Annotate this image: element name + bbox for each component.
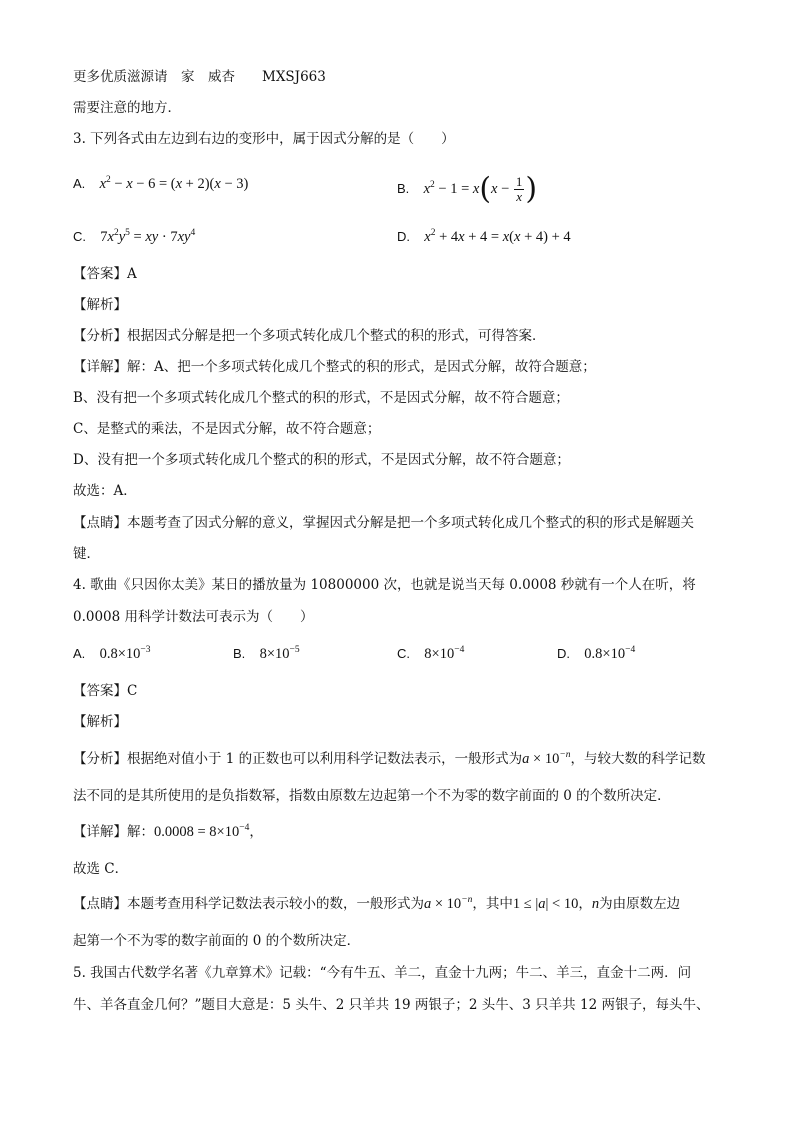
option-label: D. — [397, 229, 410, 244]
q4-stem-2: 0.0008 用科学计数法可表示为（ ） — [73, 609, 314, 625]
text: ，与较大数的科学记数 — [570, 751, 706, 767]
q3-answer: 【答案】A — [73, 266, 137, 282]
formula: $x^2 + 4x + 4 = x(x + 4) + 4$ — [424, 228, 571, 245]
q3-option-a — [73, 175, 248, 193]
formula: $8\times 10^{-5}$ — [259, 645, 300, 662]
formula: $8\times 10^{-4}$ — [424, 645, 465, 662]
option-label: C. — [397, 646, 410, 661]
formula: $a \times 10^{-n}$ — [424, 895, 473, 912]
formula: $0.0008 = 8\times 10^{-4}$ — [154, 823, 250, 840]
q3-d-explain: D、没有把一个多项式转化成几个整式的积的形式，不是因式分解，故不符合题意； — [73, 452, 570, 468]
formula: $x^2 - 1 = x(x$ − $\frac{1}{x}$ ) — [423, 171, 538, 207]
q3-fenxi: 【分析】根据因式分解是把一个多项式转化成几个整式的积的形式，可得答案． — [73, 328, 546, 344]
q4-stem-1: 4. 歌曲《只因你太美》某日的播放量为 10800000 次，也就是说当天每 0.0008 秒就有一个人在听，将 — [73, 577, 696, 593]
q4-option-c — [397, 645, 464, 663]
note-line: 需要注意的地方． — [73, 100, 181, 116]
option-label: D. — [557, 646, 570, 661]
q3-choose: 故选：A． — [73, 483, 137, 499]
q4-dianjing-2: 起第一个不为零的数字前面的 0 的个数所决定． — [73, 933, 361, 949]
formula: $x^2 - x - 6 = (x + 2)(x - 3)$ — [99, 175, 249, 192]
text: ， — [249, 824, 263, 840]
q5-line-1: 5. 我国古代数学名著《九章算术》记载：“今有牛五、羊二，直金十九两；牛二、羊三，直金十二两．问 — [73, 965, 692, 981]
formula: $7x^2y^5$ = xy · $7xy^4$ — [100, 228, 196, 245]
q3-option-b — [397, 171, 538, 207]
q5-line-2: 牛、羊各直金几何？”题目大意是：5 头牛、2 只羊共 19 两银子；2 头牛、3 只羊共 12 两银子，每头牛、 — [73, 997, 710, 1013]
q4-xiangjie — [73, 823, 263, 841]
formula: $0.8\times 10^{-3}$ — [99, 645, 151, 662]
option-label: B. — [397, 180, 410, 196]
q4-option-d — [557, 645, 635, 663]
text: ，其中 — [472, 896, 513, 912]
q3-b-explain: B、没有把一个多项式转化成几个整式的积的形式，不是因式分解，故不符合题意； — [73, 390, 569, 406]
q3-stem: 3. 下列各式由左边到右边的变形中，属于因式分解的是（ ） — [73, 131, 455, 147]
formula: $0.8\times 10^{-4}$ — [584, 645, 636, 662]
text: 【详解】解： — [73, 824, 154, 840]
q3-dianjing-1: 【点睛】本题考查了因式分解的意义，掌握因式分解是把一个多项式转化成几个整式的积的形式是解题关 — [73, 515, 694, 531]
text: 【点睛】本题考查用科学记数法表示较小的数，一般形式为 — [73, 896, 424, 912]
formula: n — [591, 896, 600, 912]
q3-option-c — [73, 228, 195, 246]
q4-dianjing-1 — [73, 895, 680, 913]
option-label: C. — [73, 229, 86, 244]
q4-fenxi-1 — [73, 750, 706, 768]
header-watermark: 更多优质滋源请 家 威杏 MXSJ663 — [73, 69, 326, 85]
option-label: A. — [73, 176, 86, 191]
q4-fenxi-2: 法不同的是其所使用的是负指数幂，指数由原数左边起第一个不为零的数字前面的 0 的个数所决定． — [73, 788, 671, 804]
q3-dianjing-2: 键． — [73, 546, 100, 562]
q4-jiexi: 【解析】 — [73, 714, 127, 730]
formula: $a \times 10^{-n}$ — [522, 750, 571, 767]
text: 【分析】根据绝对值小于 1 的正数也可以利用科学记数法表示，一般形式为 — [73, 751, 523, 767]
q3-option-d — [397, 228, 571, 246]
q4-option-a — [73, 645, 151, 663]
q4-option-b — [233, 645, 300, 663]
q4-answer: 【答案】C — [73, 683, 138, 699]
q4-choose: 故选 C． — [73, 861, 129, 877]
text: 为由原数左边 — [599, 896, 681, 912]
text: ， — [578, 896, 592, 912]
option-label: B. — [233, 646, 246, 661]
q3-xiangjie: 【详解】解：A、把一个多项式转化成几个整式的积的形式，是因式分解，故符合题意； — [73, 359, 596, 375]
formula: 1 ≤ |a| < 10 — [512, 896, 579, 912]
q3-c-explain: C、是整式的乘法，不是因式分解，故不符合题意； — [73, 421, 381, 437]
option-label: A. — [73, 646, 86, 661]
q3-jiexi: 【解析】 — [73, 297, 127, 313]
